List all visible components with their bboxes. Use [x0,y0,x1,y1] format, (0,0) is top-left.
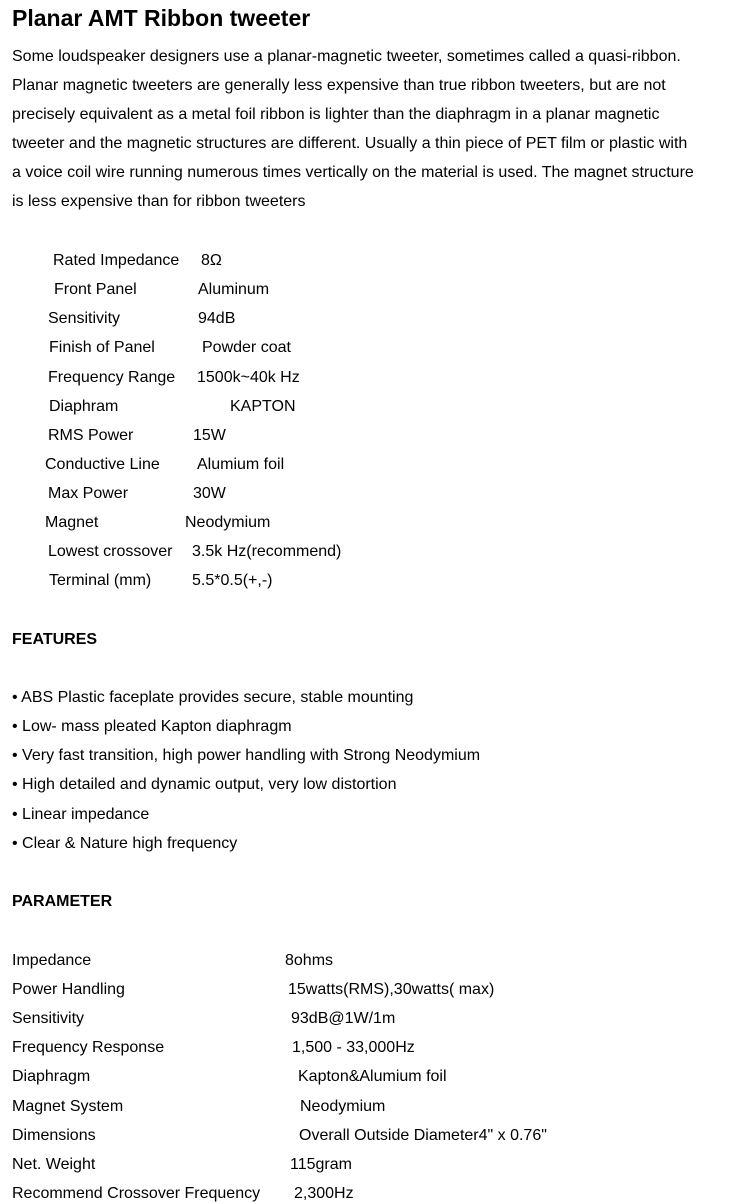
parameter-label: Recommend Crossover Frequency [12,1185,261,1202]
spec-value: 15W [193,427,226,444]
spec-label: Frequency Range [48,369,176,386]
spec-label: Finish of Panel [49,339,155,356]
list-item: • Linear impedance [12,806,150,823]
spec-value: 1500k~40k Hz [197,369,300,386]
spec-value: KAPTON [230,398,296,415]
spec-value: Alumium foil [197,456,285,473]
parameter-value: 1,500 - 33,000Hz [292,1039,415,1056]
spec-label: Lowest crossover [48,543,173,560]
spec-label: Front Panel [54,281,137,298]
spec-value: 5.5*0.5(+,-) [192,572,273,589]
spec-label: Terminal (mm) [49,572,152,589]
spec-value: Powder coat [202,339,291,356]
parameter-label: Diaphragm [12,1068,91,1085]
parameter-value: 115gram [290,1156,352,1173]
intro-line: is less expensive than for ribbon tweeters [12,193,306,210]
intro-line: tweeter and the magnetic structures are different. Usually a thin piece of PET film or plastic with [12,135,688,152]
parameter-value: 8ohms [285,952,334,969]
intro-line: Planar magnetic tweeters are generally less expensive than true ribbon tweeters, but are not [12,77,666,94]
intro-line: a voice coil wire running numerous times vertically on the material is used. The magnet structure [12,164,694,181]
spec-label: Max Power [48,485,129,502]
features-heading: FEATURES [12,631,98,648]
spec-label: Magnet [45,514,99,531]
parameter-value: Kapton&Alumium foil [298,1068,447,1085]
parameter-heading: PARAMETER [12,893,113,910]
intro-line: precisely equivalent as a metal foil ribbon is lighter than the diaphragm in a planar magnetic [12,106,660,123]
spec-label: Sensitivity [48,310,121,327]
parameter-label: Sensitivity [12,1010,85,1027]
parameter-label: Dimensions [12,1127,96,1144]
spec-value: 30W [193,485,226,502]
list-item: • ABS Plastic faceplate provides secure, stable mounting [12,689,414,706]
parameter-value: 93dB@1W/1m [291,1010,396,1027]
parameter-value: Overall Outside Diameter4" x 0.76" [299,1127,547,1144]
list-item: • Clear & Nature high frequency [12,835,238,852]
parameter-value: Neodymium [300,1098,386,1115]
list-item: • Very fast transition, high power handling with Strong Neodymium [12,747,481,764]
spec-value: 3.5k Hz(recommend) [192,543,342,560]
parameter-label: Magnet System [12,1098,124,1115]
parameter-value: 15watts(RMS),30watts( max) [288,981,495,998]
spec-value: Aluminum [198,281,270,298]
intro-line: Some loudspeaker designers use a planar-magnetic tweeter, sometimes called a quasi-ribbon. [12,48,681,65]
parameter-label: Impedance [12,952,92,969]
parameter-value: 2,300Hz [294,1185,354,1202]
spec-label: Conductive Line [45,456,160,473]
spec-value: Neodymium [185,514,271,531]
spec-value: 94dB [198,310,236,327]
spec-label: Rated Impedance [53,252,180,269]
spec-label: RMS Power [48,427,134,444]
parameter-label: Frequency Response [12,1039,165,1056]
parameter-label: Power Handling [12,981,125,998]
parameter-label: Net. Weight [12,1156,96,1173]
page-title: Planar AMT Ribbon tweeter [12,5,311,31]
list-item: • Low- mass pleated Kapton diaphragm [12,718,292,735]
list-item: • High detailed and dynamic output, very low distortion [12,776,397,793]
spec-label: Diaphram [49,398,119,415]
spec-value: 8Ω [201,252,222,269]
